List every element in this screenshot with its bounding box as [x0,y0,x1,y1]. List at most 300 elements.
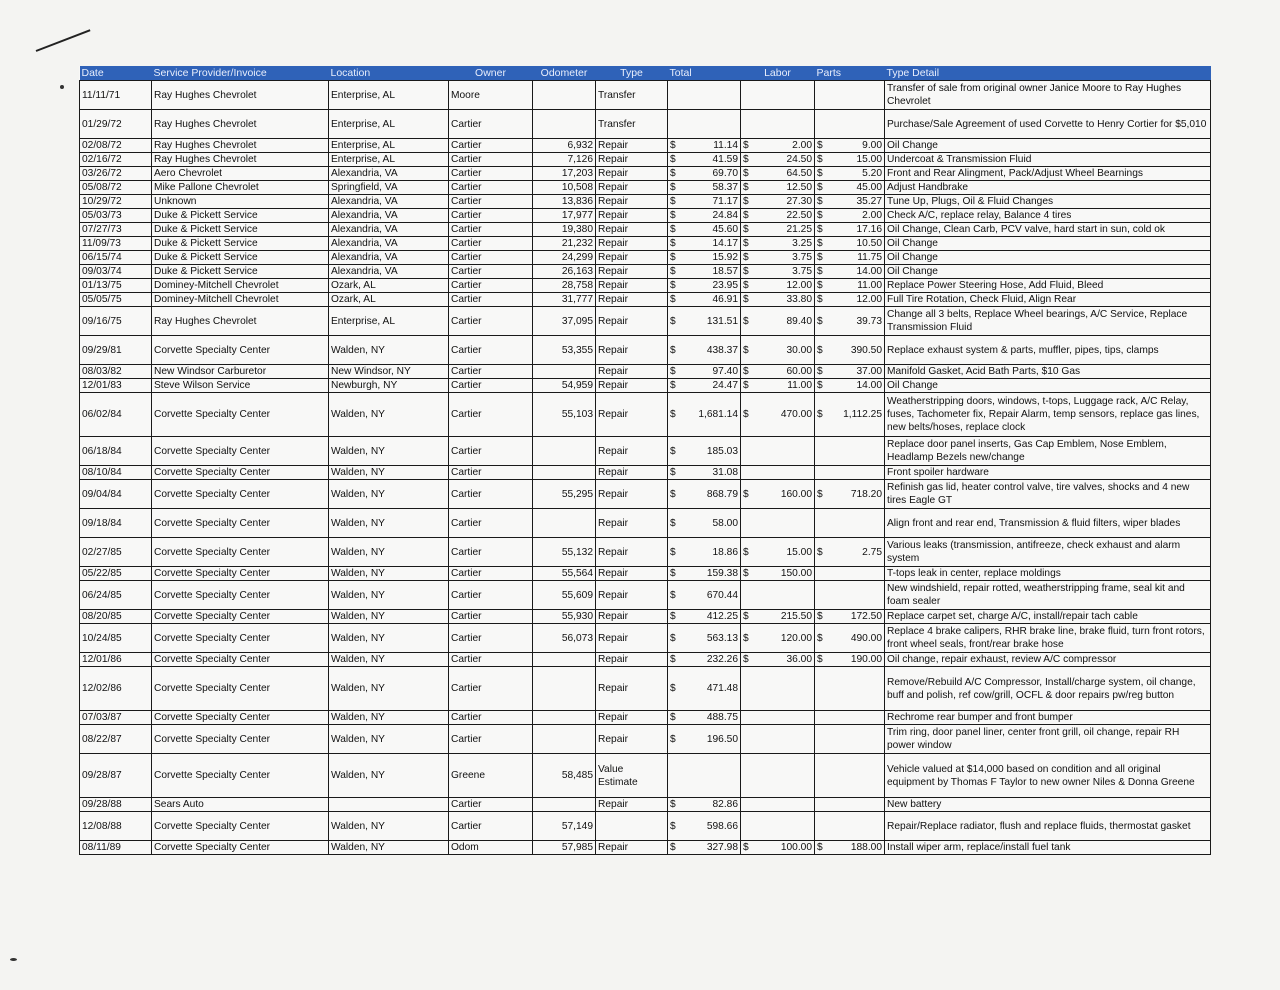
cell-labor [741,393,815,437]
cell-parts-amount: 12.00 [856,294,882,305]
cell-location: Enterprise, AL [329,139,449,153]
cell-detail: Transfer of sale from original owner Janice Moore to Ray Hughes Chevrolet [885,81,1211,110]
cell-odometer [533,798,596,812]
cell-date: 07/27/73 [80,223,152,237]
cell-labor-amount: 160.00 [780,488,812,500]
currency-symbol: $ [743,238,749,249]
currency-symbol: $ [670,799,676,810]
cell-owner: Cartier [449,265,533,279]
cell-date: 08/03/82 [80,365,152,379]
cell-parts-amount: 10.50 [856,238,882,249]
cell-owner: Cartier [449,237,533,251]
cell-total [668,139,741,153]
cell-total-amount: 327.98 [706,842,738,853]
table-row [80,653,1211,667]
cell-parts-amount: 5.20 [862,168,882,179]
cell-owner: Cartier [449,711,533,725]
cell-date: 09/03/74 [80,265,152,279]
cell-total-amount: 18.86 [712,546,738,558]
cell-parts [815,251,885,265]
cell-location: Walden, NY [329,336,449,365]
cell-odometer: 10,508 [533,181,596,195]
cell-type: Repair [596,624,668,653]
currency-symbol: $ [670,654,676,665]
cell-provider: Corvette Specialty Center [152,624,329,653]
cell-owner: Cartier [449,798,533,812]
currency-symbol: $ [670,182,676,193]
cell-owner: Cartier [449,653,533,667]
table-row [80,754,1211,798]
cell-odometer: 26,163 [533,265,596,279]
cell-parts [815,365,885,379]
cell-provider: Ray Hughes Chevrolet [152,139,329,153]
pen-scribble-mark [36,29,91,52]
table-row [80,509,1211,538]
cell-labor [741,307,815,336]
cell-odometer [533,437,596,466]
cell-provider: Ray Hughes Chevrolet [152,81,329,110]
cell-parts [815,181,885,195]
cell-type: Repair [596,293,668,307]
cell-location: Walden, NY [329,725,449,754]
cell-detail: Oil Change [885,265,1211,279]
cell-owner: Cartier [449,279,533,293]
cell-provider: Ray Hughes Chevrolet [152,153,329,167]
header-type-detail: Type Detail [885,66,1211,81]
cell-total [668,812,741,841]
cell-provider: Ray Hughes Chevrolet [152,110,329,139]
currency-symbol: $ [670,154,676,165]
cell-labor-amount: 30.00 [786,344,812,356]
cell-odometer: 37,095 [533,307,596,336]
cell-total-amount: 71.17 [712,196,738,207]
cell-type: Repair [596,209,668,223]
cell-location: Springfield, VA [329,181,449,195]
cell-labor [741,841,815,855]
cell-detail: Rechrome rear bumper and front bumper [885,711,1211,725]
table-row [80,195,1211,209]
cell-total-amount: 232.26 [706,654,738,665]
cell-total [668,711,741,725]
cell-detail: Oil change, repair exhaust, review A/C compressor [885,653,1211,667]
cell-parts-amount: 37.00 [856,366,882,377]
cell-total-amount: 11.14 [713,140,738,151]
cell-parts [815,81,885,110]
table-row [80,365,1211,379]
currency-symbol: $ [670,683,676,694]
currency-symbol: $ [670,224,676,235]
cell-detail: Replace 4 brake calipers, RHR brake line, brake fluid, turn front rotors, front wheel seals, front/rear brake hose [885,624,1211,653]
cell-labor [741,139,815,153]
cell-labor-amount: 2.00 [792,140,812,151]
cell-total-amount: 412.25 [706,611,738,622]
cell-parts [815,393,885,437]
currency-symbol: $ [670,568,676,579]
cell-location: Walden, NY [329,437,449,466]
cell-total [668,754,741,798]
cell-labor-amount: 12.00 [786,280,812,291]
cell-date: 09/18/84 [80,509,152,538]
cell-owner: Odom [449,841,533,855]
cell-labor [741,538,815,567]
cell-total-amount: 131.51 [706,315,738,327]
cell-total [668,307,741,336]
currency-symbol: $ [817,238,823,249]
cell-parts [815,754,885,798]
cell-labor [741,653,815,667]
cell-odometer: 24,299 [533,251,596,265]
cell-parts-amount: 1,112.25 [843,409,882,420]
cell-owner: Cartier [449,251,533,265]
cell-detail: Repair/Replace radiator, flush and replace fluids, thermostat gasket [885,812,1211,841]
cell-total [668,153,741,167]
cell-total-amount: 471.48 [706,683,738,694]
cell-parts [815,139,885,153]
cell-total [668,195,741,209]
cell-owner: Moore [449,81,533,110]
cell-owner: Cartier [449,624,533,653]
currency-symbol: $ [670,252,676,263]
table-row [80,711,1211,725]
cell-type: Repair [596,365,668,379]
currency-symbol: $ [743,252,749,263]
currency-symbol: $ [670,140,676,151]
cell-date: 02/16/72 [80,153,152,167]
cell-type: Repair [596,841,668,855]
cell-type: Repair [596,466,668,480]
cell-parts [815,480,885,509]
cell-detail: Replace Power Steering Hose, Add Fluid, Bleed [885,279,1211,293]
currency-symbol: $ [670,168,676,179]
cell-provider: Duke & Pickett Service [152,209,329,223]
cell-total [668,251,741,265]
cell-owner: Cartier [449,307,533,336]
cell-odometer [533,509,596,538]
cell-total [668,538,741,567]
cell-provider: Duke & Pickett Service [152,237,329,251]
cell-odometer: 7,126 [533,153,596,167]
header-owner: Owner [449,66,533,81]
header-location: Location [329,66,449,81]
cell-provider: Corvette Specialty Center [152,581,329,610]
table-row [80,581,1211,610]
cell-total [668,610,741,624]
table-row [80,624,1211,653]
cell-type: Repair [596,798,668,812]
cell-parts [815,798,885,812]
cell-total [668,798,741,812]
table-row [80,251,1211,265]
cell-total [668,437,741,466]
cell-location: Walden, NY [329,567,449,581]
cell-labor [741,279,815,293]
cell-labor-amount: 89.40 [786,315,812,327]
table-row [80,841,1211,855]
cell-owner: Cartier [449,139,533,153]
cell-owner: Cartier [449,223,533,237]
cell-provider: Corvette Specialty Center [152,567,329,581]
cell-provider: New Windsor Carburetor [152,365,329,379]
cell-total [668,480,741,509]
table-row [80,153,1211,167]
table-row [80,139,1211,153]
cell-total-amount: 31.08 [712,467,738,478]
cell-provider: Aero Chevrolet [152,167,329,181]
cell-total-amount: 24.47 [712,380,738,391]
cell-type: Repair [596,237,668,251]
cell-detail: Replace door panel inserts, Gas Cap Emblem, Nose Emblem, Headlamp Bezels new/change [885,437,1211,466]
cell-total-amount: 488.75 [706,712,738,723]
table-row [80,181,1211,195]
cell-total-amount: 438.37 [706,344,738,356]
currency-symbol: $ [743,842,749,853]
currency-symbol: $ [743,315,749,327]
currency-symbol: $ [670,488,676,500]
cell-parts [815,667,885,711]
cell-detail: Vehicle valued at $14,000 based on condition and all original equipment by Thomas F Taylor to new owner Niles & Donna Greene [885,754,1211,798]
cell-provider: Steve Wilson Service [152,379,329,393]
table-row [80,293,1211,307]
cell-date: 09/29/81 [80,336,152,365]
cell-detail: Tune Up, Plugs, Oil & Fluid Changes [885,195,1211,209]
cell-total-amount: 15.92 [712,252,738,263]
cell-odometer [533,110,596,139]
cell-total [668,365,741,379]
cell-provider: Corvette Specialty Center [152,653,329,667]
cell-provider: Corvette Specialty Center [152,812,329,841]
cell-type: Repair [596,393,668,437]
cell-type: Transfer [596,110,668,139]
cell-owner: Cartier [449,480,533,509]
cell-odometer: 55,564 [533,567,596,581]
currency-symbol: $ [670,315,676,327]
cell-parts-amount: 11.00 [857,280,882,291]
cell-owner: Cartier [449,509,533,538]
cell-type: Repair [596,581,668,610]
cell-provider: Corvette Specialty Center [152,538,329,567]
cell-labor [741,754,815,798]
cell-type: Transfer [596,81,668,110]
cell-labor [741,336,815,365]
cell-provider: Corvette Specialty Center [152,509,329,538]
cell-labor [741,209,815,223]
cell-location: Alexandria, VA [329,167,449,181]
table-row [80,798,1211,812]
cell-date: 02/08/72 [80,139,152,153]
currency-symbol: $ [743,210,749,221]
currency-symbol: $ [743,196,749,207]
cell-total [668,223,741,237]
cell-parts [815,110,885,139]
cell-provider: Corvette Specialty Center [152,437,329,466]
cell-provider: Unknown [152,195,329,209]
table-row [80,110,1211,139]
cell-provider: Corvette Specialty Center [152,725,329,754]
cell-total [668,581,741,610]
table-body [80,81,1211,855]
cell-detail: New windshield, repair rotted, weatherstripping frame, seal kit and foam sealer [885,581,1211,610]
cell-provider: Corvette Specialty Center [152,711,329,725]
cell-detail: Front and Rear Alingment, Pack/Adjust Wheel Bearnings [885,167,1211,181]
currency-symbol: $ [817,168,823,179]
cell-type: Repair [596,251,668,265]
cell-detail: Undercoat & Transmission Fluid [885,153,1211,167]
cell-owner: Cartier [449,153,533,167]
cell-labor [741,251,815,265]
cell-parts-amount: 2.00 [862,210,882,221]
cell-location: Alexandria, VA [329,251,449,265]
cell-detail: Remove/Rebuild A/C Compressor, Install/charge system, oil change, buff and polish, ref cow/grill, OCFL & door repairs pw/reg button [885,667,1211,711]
cell-total [668,181,741,195]
table-row [80,538,1211,567]
currency-symbol: $ [817,294,823,305]
cell-labor [741,466,815,480]
cell-provider: Duke & Pickett Service [152,265,329,279]
cell-location: Walden, NY [329,624,449,653]
cell-date: 11/09/73 [80,237,152,251]
cell-detail: Purchase/Sale Agreement of used Corvette to Henry Cortier for $5,010 [885,110,1211,139]
cell-date: 06/18/84 [80,437,152,466]
cell-total-amount: 1,681.14 [698,409,738,420]
cell-detail: Align front and rear end, Transmission & fluid filters, wiper blades [885,509,1211,538]
cell-owner: Cartier [449,365,533,379]
cell-odometer: 56,073 [533,624,596,653]
cell-total-amount: 82.86 [712,799,738,810]
header-odometer: Odometer [533,66,596,81]
cell-provider: Sears Auto [152,798,329,812]
cell-odometer: 28,758 [533,279,596,293]
cell-total [668,667,741,711]
cell-labor [741,237,815,251]
cell-labor [741,509,815,538]
currency-symbol: $ [817,280,823,291]
cell-date: 10/24/85 [80,624,152,653]
cell-provider: Dominey-Mitchell Chevrolet [152,293,329,307]
cell-owner: Cartier [449,209,533,223]
cell-parts [815,437,885,466]
cell-total-amount: 97.40 [712,366,738,377]
currency-symbol: $ [670,409,676,420]
cell-date: 08/20/85 [80,610,152,624]
cell-detail: Check A/C, replace relay, Balance 4 tires [885,209,1211,223]
cell-parts [815,293,885,307]
currency-symbol: $ [743,488,749,500]
cell-provider: Duke & Pickett Service [152,223,329,237]
cell-labor-amount: 11.00 [787,380,812,391]
cell-date: 05/05/75 [80,293,152,307]
cell-parts-amount: 188.00 [850,842,882,853]
table-row [80,393,1211,437]
cell-odometer [533,365,596,379]
cell-date: 11/11/71 [80,81,152,110]
cell-type: Repair [596,195,668,209]
cell-detail: Change all 3 belts, Replace Wheel bearings, A/C Service, Replace Transmission Fluid [885,307,1211,336]
cell-parts [815,237,885,251]
currency-symbol: $ [817,224,823,235]
currency-symbol: $ [670,344,676,356]
cell-date: 01/13/75 [80,279,152,293]
cell-location: Walden, NY [329,509,449,538]
table-row [80,480,1211,509]
cell-parts [815,167,885,181]
currency-symbol: $ [670,733,676,745]
cell-detail: Oil Change [885,237,1211,251]
cell-parts [815,466,885,480]
cell-location: Enterprise, AL [329,307,449,336]
currency-symbol: $ [817,488,823,500]
header-provider: Service Provider/Invoice [152,66,329,81]
cell-provider: Dominey-Mitchell Chevrolet [152,279,329,293]
currency-symbol: $ [817,842,823,853]
cell-parts [815,567,885,581]
cell-total [668,393,741,437]
cell-location: Walden, NY [329,466,449,480]
currency-symbol: $ [670,294,676,305]
cell-date: 10/29/72 [80,195,152,209]
cell-odometer: 6,932 [533,139,596,153]
cell-labor-amount: 64.50 [786,168,812,179]
cell-labor-amount: 120.00 [780,632,812,644]
cell-date: 09/28/88 [80,798,152,812]
currency-symbol: $ [817,654,823,665]
scan-speck [60,85,64,89]
cell-detail: Replace exhaust system & parts, muffler, pipes, tips, clamps [885,336,1211,365]
cell-labor-amount: 150.00 [780,568,812,579]
cell-location: Alexandria, VA [329,195,449,209]
currency-symbol: $ [670,820,676,832]
currency-symbol: $ [743,546,749,558]
cell-location: Walden, NY [329,754,449,798]
cell-date: 08/22/87 [80,725,152,754]
cell-total-amount: 69.70 [712,168,738,179]
table-row [80,223,1211,237]
cell-date: 12/08/88 [80,812,152,841]
currency-symbol: $ [670,196,676,207]
cell-owner: Cartier [449,567,533,581]
cell-owner: Cartier [449,725,533,754]
cell-owner: Cartier [449,393,533,437]
currency-symbol: $ [670,380,676,391]
cell-type: Repair [596,279,668,293]
cell-parts [815,195,885,209]
currency-symbol: $ [743,409,749,420]
cell-type: Repair [596,181,668,195]
cell-location: Walden, NY [329,812,449,841]
cell-parts-amount: 718.20 [850,488,882,500]
currency-symbol: $ [817,140,823,151]
cell-location: Walden, NY [329,581,449,610]
currency-symbol: $ [670,632,676,644]
cell-owner: Cartier [449,195,533,209]
cell-parts [815,209,885,223]
cell-odometer [533,711,596,725]
cell-parts [815,711,885,725]
cell-total [668,509,741,538]
cell-detail: Manifold Gasket, Acid Bath Parts, $10 Gas [885,365,1211,379]
cell-odometer: 54,959 [533,379,596,393]
cell-owner: Cartier [449,181,533,195]
cell-total-amount: 41.59 [712,154,738,165]
currency-symbol: $ [817,611,823,622]
cell-total [668,279,741,293]
table-row [80,667,1211,711]
cell-odometer [533,667,596,711]
cell-date: 09/16/75 [80,307,152,336]
currency-symbol: $ [670,712,676,723]
cell-labor-amount: 33.80 [786,294,812,305]
cell-provider: Corvette Specialty Center [152,480,329,509]
cell-provider: Corvette Specialty Center [152,667,329,711]
